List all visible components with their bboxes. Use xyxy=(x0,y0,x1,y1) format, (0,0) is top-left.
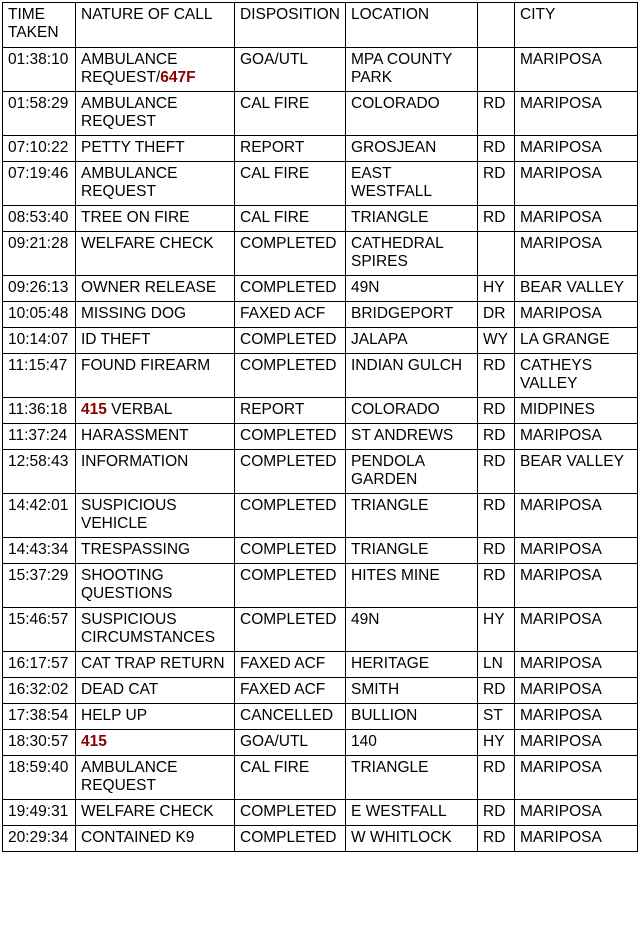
cell-location: 140 xyxy=(346,730,478,756)
cell-disposition: COMPLETED xyxy=(235,328,346,354)
cell-nature xyxy=(76,608,235,652)
cell-suffix: HY xyxy=(478,276,515,302)
table-row xyxy=(3,48,638,92)
cell-time: 01:58:29 xyxy=(3,92,76,136)
table-row xyxy=(3,424,638,450)
cell-time: 14:43:34 xyxy=(3,538,76,564)
cell-disposition: COMPLETED xyxy=(235,494,346,538)
cell-disposition: FAXED ACF xyxy=(235,678,346,704)
header-city: CITY xyxy=(515,3,638,48)
call-nature-text: AMBULANCE REQUEST xyxy=(81,759,178,794)
cell-time: 10:14:07 xyxy=(3,328,76,354)
table-row xyxy=(3,564,638,608)
cell-suffix: RD xyxy=(478,162,515,206)
call-nature-text: AMBULANCE REQUEST xyxy=(81,165,178,200)
call-nature-text: WELFARE CHECK xyxy=(81,235,214,252)
cell-nature xyxy=(76,328,235,354)
call-code: 415 xyxy=(81,733,107,750)
cell-location: PENDOLA GARDEN xyxy=(346,450,478,494)
cell-time: 09:26:13 xyxy=(3,276,76,302)
cell-suffix: RD xyxy=(478,206,515,232)
cell-city: MARIPOSA xyxy=(515,800,638,826)
cell-time: 15:37:29 xyxy=(3,564,76,608)
cell-disposition: COMPLETED xyxy=(235,424,346,450)
cell-suffix: DR xyxy=(478,302,515,328)
cell-city: MARIPOSA xyxy=(515,756,638,800)
call-nature-text: SHOOTING QUESTIONS xyxy=(81,567,173,602)
cell-nature xyxy=(76,652,235,678)
call-log-table xyxy=(2,2,638,852)
call-nature-text: HARASSMENT xyxy=(81,427,189,444)
cell-location: GROSJEAN xyxy=(346,136,478,162)
cell-nature xyxy=(76,494,235,538)
cell-suffix: WY xyxy=(478,328,515,354)
cell-time: 18:59:40 xyxy=(3,756,76,800)
cell-city: BEAR VALLEY xyxy=(515,450,638,494)
cell-city: MARIPOSA xyxy=(515,92,638,136)
call-nature-text: MISSING DOG xyxy=(81,305,187,322)
cell-nature xyxy=(76,136,235,162)
cell-nature xyxy=(76,206,235,232)
table-row xyxy=(3,136,638,162)
cell-time: 19:49:31 xyxy=(3,800,76,826)
cell-disposition: FAXED ACF xyxy=(235,652,346,678)
cell-time: 20:29:34 xyxy=(3,826,76,852)
cell-nature xyxy=(76,704,235,730)
cell-time: 11:36:18 xyxy=(3,398,76,424)
call-nature-text: WELFARE CHECK xyxy=(81,803,214,820)
cell-time: 07:10:22 xyxy=(3,136,76,162)
table-row xyxy=(3,302,638,328)
cell-disposition: COMPLETED xyxy=(235,276,346,302)
cell-nature xyxy=(76,276,235,302)
cell-location: BULLION xyxy=(346,704,478,730)
header-nature: NATURE OF CALL xyxy=(76,3,235,48)
cell-city: MARIPOSA xyxy=(515,494,638,538)
cell-nature xyxy=(76,48,235,92)
table-row xyxy=(3,652,638,678)
header-time: TIME TAKEN xyxy=(3,3,76,48)
cell-disposition: REPORT xyxy=(235,136,346,162)
table-row xyxy=(3,276,638,302)
table-row xyxy=(3,538,638,564)
cell-time: 08:53:40 xyxy=(3,206,76,232)
cell-location: INDIAN GULCH xyxy=(346,354,478,398)
cell-location: W WHITLOCK xyxy=(346,826,478,852)
cell-city: MARIPOSA xyxy=(515,538,638,564)
table-row xyxy=(3,730,638,756)
cell-city: MARIPOSA xyxy=(515,206,638,232)
cell-location: EAST WESTFALL xyxy=(346,162,478,206)
cell-city: MARIPOSA xyxy=(515,232,638,276)
header-row xyxy=(3,3,638,48)
call-nature-text: TRESPASSING xyxy=(81,541,191,558)
call-nature-text: TREE ON FIRE xyxy=(81,209,190,226)
cell-time: 18:30:57 xyxy=(3,730,76,756)
cell-nature xyxy=(76,450,235,494)
call-nature-text: AMBULANCE REQUEST xyxy=(81,95,178,130)
table-row xyxy=(3,354,638,398)
call-nature-text: INFORMATION xyxy=(81,453,189,470)
cell-disposition: COMPLETED xyxy=(235,232,346,276)
cell-nature xyxy=(76,424,235,450)
cell-disposition: COMPLETED xyxy=(235,450,346,494)
cell-time: 11:37:24 xyxy=(3,424,76,450)
cell-disposition: COMPLETED xyxy=(235,608,346,652)
cell-suffix: LN xyxy=(478,652,515,678)
cell-disposition: CAL FIRE xyxy=(235,756,346,800)
header-location: LOCATION xyxy=(346,3,478,48)
cell-disposition: COMPLETED xyxy=(235,564,346,608)
cell-time: 15:46:57 xyxy=(3,608,76,652)
cell-suffix xyxy=(478,48,515,92)
table-row xyxy=(3,494,638,538)
cell-disposition: CAL FIRE xyxy=(235,92,346,136)
cell-disposition: CANCELLED xyxy=(235,704,346,730)
cell-location: COLORADO xyxy=(346,398,478,424)
table-row xyxy=(3,800,638,826)
cell-suffix: RD xyxy=(478,354,515,398)
cell-suffix: RD xyxy=(478,424,515,450)
cell-city: CATHEYS VALLEY xyxy=(515,354,638,398)
cell-disposition: COMPLETED xyxy=(235,354,346,398)
cell-suffix: RD xyxy=(478,494,515,538)
cell-nature xyxy=(76,756,235,800)
cell-suffix: RD xyxy=(478,538,515,564)
call-code: 415 xyxy=(81,401,107,418)
cell-disposition: COMPLETED xyxy=(235,538,346,564)
call-nature-text: FOUND FIREARM xyxy=(81,357,211,374)
call-nature-text: HELP UP xyxy=(81,707,148,724)
cell-city: LA GRANGE xyxy=(515,328,638,354)
cell-suffix: RD xyxy=(478,800,515,826)
cell-time: 10:05:48 xyxy=(3,302,76,328)
cell-city: MARIPOSA xyxy=(515,730,638,756)
cell-disposition: CAL FIRE xyxy=(235,162,346,206)
cell-city: MARIPOSA xyxy=(515,704,638,730)
cell-suffix: RD xyxy=(478,756,515,800)
cell-location: 49N xyxy=(346,608,478,652)
cell-suffix: RD xyxy=(478,826,515,852)
cell-nature xyxy=(76,232,235,276)
cell-location: 49N xyxy=(346,276,478,302)
table-row xyxy=(3,328,638,354)
table-row xyxy=(3,92,638,136)
cell-city: MARIPOSA xyxy=(515,162,638,206)
cell-time: 12:58:43 xyxy=(3,450,76,494)
cell-time: 07:19:46 xyxy=(3,162,76,206)
header-disposition: DISPOSITION xyxy=(235,3,346,48)
cell-time: 16:17:57 xyxy=(3,652,76,678)
cell-suffix: RD xyxy=(478,398,515,424)
cell-time: 16:32:02 xyxy=(3,678,76,704)
call-nature-text: VERBAL xyxy=(106,401,173,418)
cell-city: MARIPOSA xyxy=(515,678,638,704)
cell-nature xyxy=(76,162,235,206)
cell-time: 09:21:28 xyxy=(3,232,76,276)
cell-nature xyxy=(76,730,235,756)
cell-location: TRIANGLE xyxy=(346,538,478,564)
cell-nature xyxy=(76,354,235,398)
call-nature-text: CAT TRAP RETURN xyxy=(81,655,225,672)
call-code: 647F xyxy=(160,69,196,86)
cell-city: MARIPOSA xyxy=(515,608,638,652)
cell-nature xyxy=(76,302,235,328)
call-nature-text: AMBULANCE REQUEST/ xyxy=(81,51,178,86)
cell-nature xyxy=(76,398,235,424)
cell-location: E WESTFALL xyxy=(346,800,478,826)
cell-city: MARIPOSA xyxy=(515,564,638,608)
table-row xyxy=(3,232,638,276)
cell-suffix: HY xyxy=(478,608,515,652)
cell-suffix: ST xyxy=(478,704,515,730)
table-row xyxy=(3,162,638,206)
call-nature-text: SUSPICIOUS VEHICLE xyxy=(81,497,177,532)
cell-time: 17:38:54 xyxy=(3,704,76,730)
table-row xyxy=(3,608,638,652)
cell-nature xyxy=(76,92,235,136)
cell-city: MARIPOSA xyxy=(515,302,638,328)
cell-nature xyxy=(76,800,235,826)
cell-suffix: RD xyxy=(478,564,515,608)
cell-time: 11:15:47 xyxy=(3,354,76,398)
cell-city: BEAR VALLEY xyxy=(515,276,638,302)
table-row xyxy=(3,756,638,800)
cell-location: HERITAGE xyxy=(346,652,478,678)
cell-location: CATHEDRAL SPIRES xyxy=(346,232,478,276)
cell-nature xyxy=(76,678,235,704)
cell-time: 01:38:10 xyxy=(3,48,76,92)
call-nature-text: OWNER RELEASE xyxy=(81,279,217,296)
cell-disposition: COMPLETED xyxy=(235,800,346,826)
cell-disposition: COMPLETED xyxy=(235,826,346,852)
cell-nature xyxy=(76,564,235,608)
cell-city: MARIPOSA xyxy=(515,48,638,92)
cell-city: MARIPOSA xyxy=(515,652,638,678)
call-nature-text: CONTAINED K9 xyxy=(81,829,195,846)
cell-location: BRIDGEPORT xyxy=(346,302,478,328)
cell-nature xyxy=(76,826,235,852)
cell-suffix: HY xyxy=(478,730,515,756)
table-row xyxy=(3,826,638,852)
cell-location: HITES MINE xyxy=(346,564,478,608)
cell-disposition: CAL FIRE xyxy=(235,206,346,232)
call-nature-text: PETTY THEFT xyxy=(81,139,185,156)
cell-suffix: RD xyxy=(478,450,515,494)
cell-time: 14:42:01 xyxy=(3,494,76,538)
table-row xyxy=(3,704,638,730)
table-row xyxy=(3,450,638,494)
table-row xyxy=(3,206,638,232)
table-row xyxy=(3,398,638,424)
call-nature-text: DEAD CAT xyxy=(81,681,159,698)
cell-suffix: RD xyxy=(478,136,515,162)
cell-city: MARIPOSA xyxy=(515,826,638,852)
cell-location: MPA COUNTY PARK xyxy=(346,48,478,92)
cell-suffix: RD xyxy=(478,92,515,136)
cell-location: COLORADO xyxy=(346,92,478,136)
cell-nature xyxy=(76,538,235,564)
cell-suffix xyxy=(478,232,515,276)
cell-location: TRIANGLE xyxy=(346,494,478,538)
cell-city: MARIPOSA xyxy=(515,136,638,162)
cell-city: MIDPINES xyxy=(515,398,638,424)
cell-suffix: RD xyxy=(478,678,515,704)
cell-disposition: GOA/UTL xyxy=(235,730,346,756)
header-suffix xyxy=(478,3,515,48)
cell-location: ST ANDREWS xyxy=(346,424,478,450)
call-nature-text: SUSPICIOUS CIRCUMSTANCES xyxy=(81,611,216,646)
cell-disposition: REPORT xyxy=(235,398,346,424)
cell-disposition: GOA/UTL xyxy=(235,48,346,92)
cell-disposition: FAXED ACF xyxy=(235,302,346,328)
table-row xyxy=(3,678,638,704)
cell-location: TRIANGLE xyxy=(346,206,478,232)
cell-city: MARIPOSA xyxy=(515,424,638,450)
call-nature-text: ID THEFT xyxy=(81,331,151,348)
cell-location: SMITH xyxy=(346,678,478,704)
cell-location: JALAPA xyxy=(346,328,478,354)
cell-location: TRIANGLE xyxy=(346,756,478,800)
